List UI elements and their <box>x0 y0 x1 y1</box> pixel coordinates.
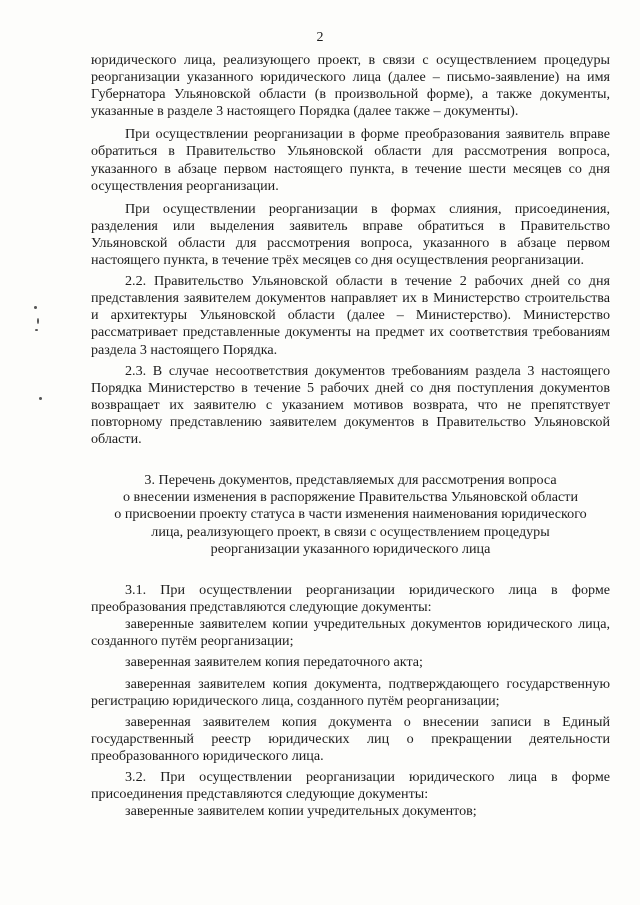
section-3-heading-line: 3. Перечень документов, представляемых для рассмотрения вопроса <box>144 472 557 489</box>
paragraph-2-1-continuation: юридического лица, реализующего проект, в связи с осуществлением процедуры реорганизации указанного юридического лица (далее – письмо-заявление) на имя Губернатора Ульяновской области (в произвольной форме), а также документы, указанные в разделе 3 настоящего Порядка (далее также – документы). <box>91 52 610 120</box>
section-3-heading-line: о внесении изменения в распоряжение Правительства Ульяновской области <box>122 489 579 506</box>
list-item-constituent-docs: заверенные заявителем копии учредительных документов юридического лица, созданного путём реорганизации; <box>91 616 610 650</box>
scan-speck <box>35 329 38 331</box>
paragraph-2-2: 2.2. Правительство Ульяновской области в течение 2 рабочих дней со дня представления заявителем документов направляет их в Министерство строительства и архитектуры Ульяновской области (далее – Министерство). Министерство рассматривает представленные документы на предмет их соответствия требованиям раздела 3 настоящего Порядка. <box>91 273 610 358</box>
list-item-register-entry: заверенная заявителем копия документа о внесении записи в Единый государственный реестр юридических лиц о прекращении деятельности преобразованного юридического лица. <box>91 713 610 764</box>
paragraph-merger-deadline: При осуществлении реорганизации в формах слияния, присоединения, разделения или выделения заявитель вправе обратиться в Правительство Ульяновской области для рассмотрения вопроса, указанного в абзаце первом настоящего пункта, в течение трёх месяцев со дня осуществления реорганизации. <box>91 200 610 269</box>
list-item-constituent-docs-accession: заверенные заявителем копии учредительных документов; <box>125 803 477 820</box>
scan-speck <box>34 306 37 309</box>
paragraph-3-2: 3.2. При осуществлении реорганизации юридического лица в форме присоединения представляются следующие документы: <box>91 769 610 803</box>
section-3-heading-line: реорганизации указанного юридического лица <box>210 540 491 557</box>
paragraph-2-3: 2.3. В случае несоответствия документов требованиям раздела 3 настоящего Порядка Министерство в течение 5 рабочих дней со дня поступления документов возвращает их заявителю с указанием мотивов возврата, что не препятствует повторному представлению заявителем документов в Правительство Ульяновской области. <box>91 362 610 447</box>
paragraph-transformation-deadline: При осуществлении реорганизации в форме преобразования заявитель вправе обратиться в Правительство Ульяновской области для рассмотрения вопроса, указанного в абзаце первом настоящего пункта, в течение шести месяцев со дня осуществления реорганизации. <box>91 126 610 194</box>
scan-speck <box>37 318 39 324</box>
document-body <box>91 52 610 820</box>
list-item-registration-doc: заверенная заявителем копия документа, подтверждающего государственную регистрацию юридического лица, созданного путём реорганизации; <box>91 675 610 709</box>
paragraph-3-1: 3.1. При осуществлении реорганизации юридического лица в форме преобразования представляются следующие документы: <box>91 582 610 616</box>
list-item-transfer-act: заверенная заявителем копия передаточного акта; <box>125 654 423 671</box>
page-number: 2 <box>316 30 324 45</box>
section-3-heading-line: лица, реализующего проект, в связи с осуществлением процедуры <box>151 523 550 540</box>
section-3-heading <box>91 472 610 558</box>
scan-speck <box>39 397 42 400</box>
section-3-heading-line: о присвоении проекту статуса в части изменения наименования юридического <box>114 506 587 523</box>
